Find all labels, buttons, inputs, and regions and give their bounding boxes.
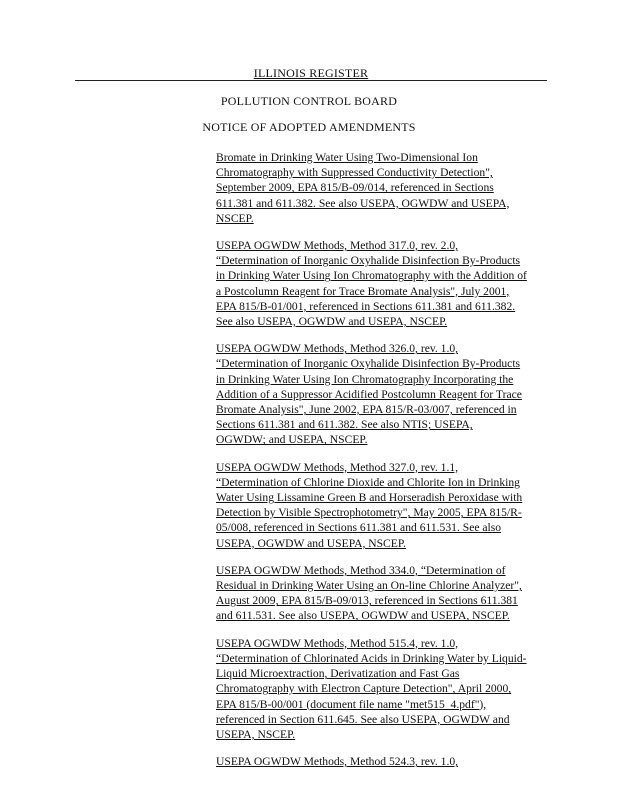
entry-line: EPA 815/B-00/001 (document file name "met515_4.pdf"), bbox=[216, 697, 487, 711]
register-title: ILLINOIS REGISTER bbox=[253, 66, 369, 80]
entry-line: “Determination of Chlorinated Acids in Drinking Water by Liquid- bbox=[216, 651, 527, 665]
method-entry bbox=[216, 563, 552, 624]
entry-line: “Determination of Inorganic Oxyhalide Disinfection By-Products bbox=[216, 357, 521, 371]
entry-line: in Drinking Water Using Ion Chromatography with the Addition of bbox=[216, 269, 527, 283]
entry-line: “Determination of Chlorine Dioxide and Chlorite Ion in Drinking bbox=[216, 475, 520, 489]
entry-line: Residual in Drinking Water Using an On-line Chlorine Analyzer", bbox=[216, 579, 522, 593]
entry-line: See also USEPA, OGWDW and USEPA, NSCEP. bbox=[216, 315, 448, 329]
entry-line: Sections 611.381 and 611.382. See also NTIS; USEPA, bbox=[216, 418, 473, 432]
entry-line: EPA 815/B-01/001, referenced in Sections 611.381 and 611.382. bbox=[216, 299, 516, 313]
entry-line: in Drinking Water Using Ion Chromatography Incorporating the bbox=[216, 372, 514, 386]
method-entry bbox=[216, 341, 552, 447]
entry-line: Bromate Analysis", June 2002, EPA 815/R-03/007, referenced in bbox=[216, 403, 517, 417]
method-entry bbox=[216, 150, 552, 226]
entry-line: Liquid Microextraction, Derivatization and Fast Gas bbox=[216, 667, 460, 681]
entry-line: 611.381 and 611.382. See also USEPA, OGWDW and USEPA, bbox=[216, 196, 510, 210]
entry-line: USEPA OGWDW Methods, Method 334.0, “Determination of bbox=[216, 563, 506, 577]
entry-line: Water Using Lissamine Green B and Horseradish Peroxidase with bbox=[216, 491, 523, 505]
entry-line: USEPA OGWDW Methods, Method 317.0, rev. 2.0, bbox=[216, 239, 459, 253]
entry-line: NSCEP. bbox=[216, 211, 254, 225]
method-entry bbox=[216, 754, 552, 769]
register-heading bbox=[75, 66, 547, 81]
entry-line: USEPA OGWDW Methods, Method 327.0, rev. 1.1, bbox=[216, 460, 459, 474]
entry-line: Chromatography with Electron Capture Detection", April 2000, bbox=[216, 682, 512, 696]
entry-line: “Determination of Inorganic Oxyhalide Disinfection By-Products bbox=[216, 254, 521, 268]
method-entries bbox=[216, 150, 552, 781]
entry-line: USEPA, NSCEP. bbox=[216, 727, 296, 741]
entry-line: September 2009, EPA 815/B-09/014, referenced in Sections bbox=[216, 181, 494, 195]
entry-line: OGWDW; and USEPA, NSCEP. bbox=[216, 433, 368, 447]
board-heading: POLLUTION CONTROL BOARD bbox=[220, 94, 398, 108]
method-entry bbox=[216, 636, 552, 742]
entry-line: Addition of a Suppressor Acidified Postcolumn Reagent for Trace bbox=[216, 387, 522, 401]
entry-line: USEPA OGWDW Methods, Method 326.0, rev. 1.0, bbox=[216, 342, 459, 356]
method-entry bbox=[216, 238, 552, 329]
entry-line: 05/008, referenced in Sections 611.381 and 611.531. See also bbox=[216, 521, 502, 535]
entry-line: August 2009, EPA 815/B-09/013, referenced in Sections 611.381 bbox=[216, 594, 518, 608]
method-entry bbox=[216, 460, 552, 551]
entry-line: Detection by Visible Spectrophotometry", May 2005, EPA 815/R- bbox=[216, 506, 522, 520]
entry-line: Chromatography with Suppressed Conductivity Detection", bbox=[216, 166, 493, 180]
entry-line: Bromate in Drinking Water Using Two-Dimensional Ion bbox=[216, 151, 478, 164]
entry-line: and 611.531. See also USEPA, OGWDW and USEPA, NSCEP. bbox=[216, 609, 510, 623]
notice-heading: NOTICE OF ADOPTED AMENDMENTS bbox=[202, 120, 416, 134]
entry-line: USEPA OGWDW Methods, Method 515.4, rev. 1.0, bbox=[216, 636, 459, 650]
entry-line: USEPA, OGWDW and USEPA, NSCEP. bbox=[216, 536, 406, 550]
header-rule bbox=[75, 80, 547, 81]
entry-line: referenced in Section 611.645. See also USEPA, OGWDW and bbox=[216, 712, 510, 726]
entry-line: a Postcolumn Reagent for Trace Bromate Analysis", July 2001, bbox=[216, 284, 510, 298]
entry-line: USEPA OGWDW Methods, Method 524.3, rev. 1.0, bbox=[216, 755, 459, 769]
